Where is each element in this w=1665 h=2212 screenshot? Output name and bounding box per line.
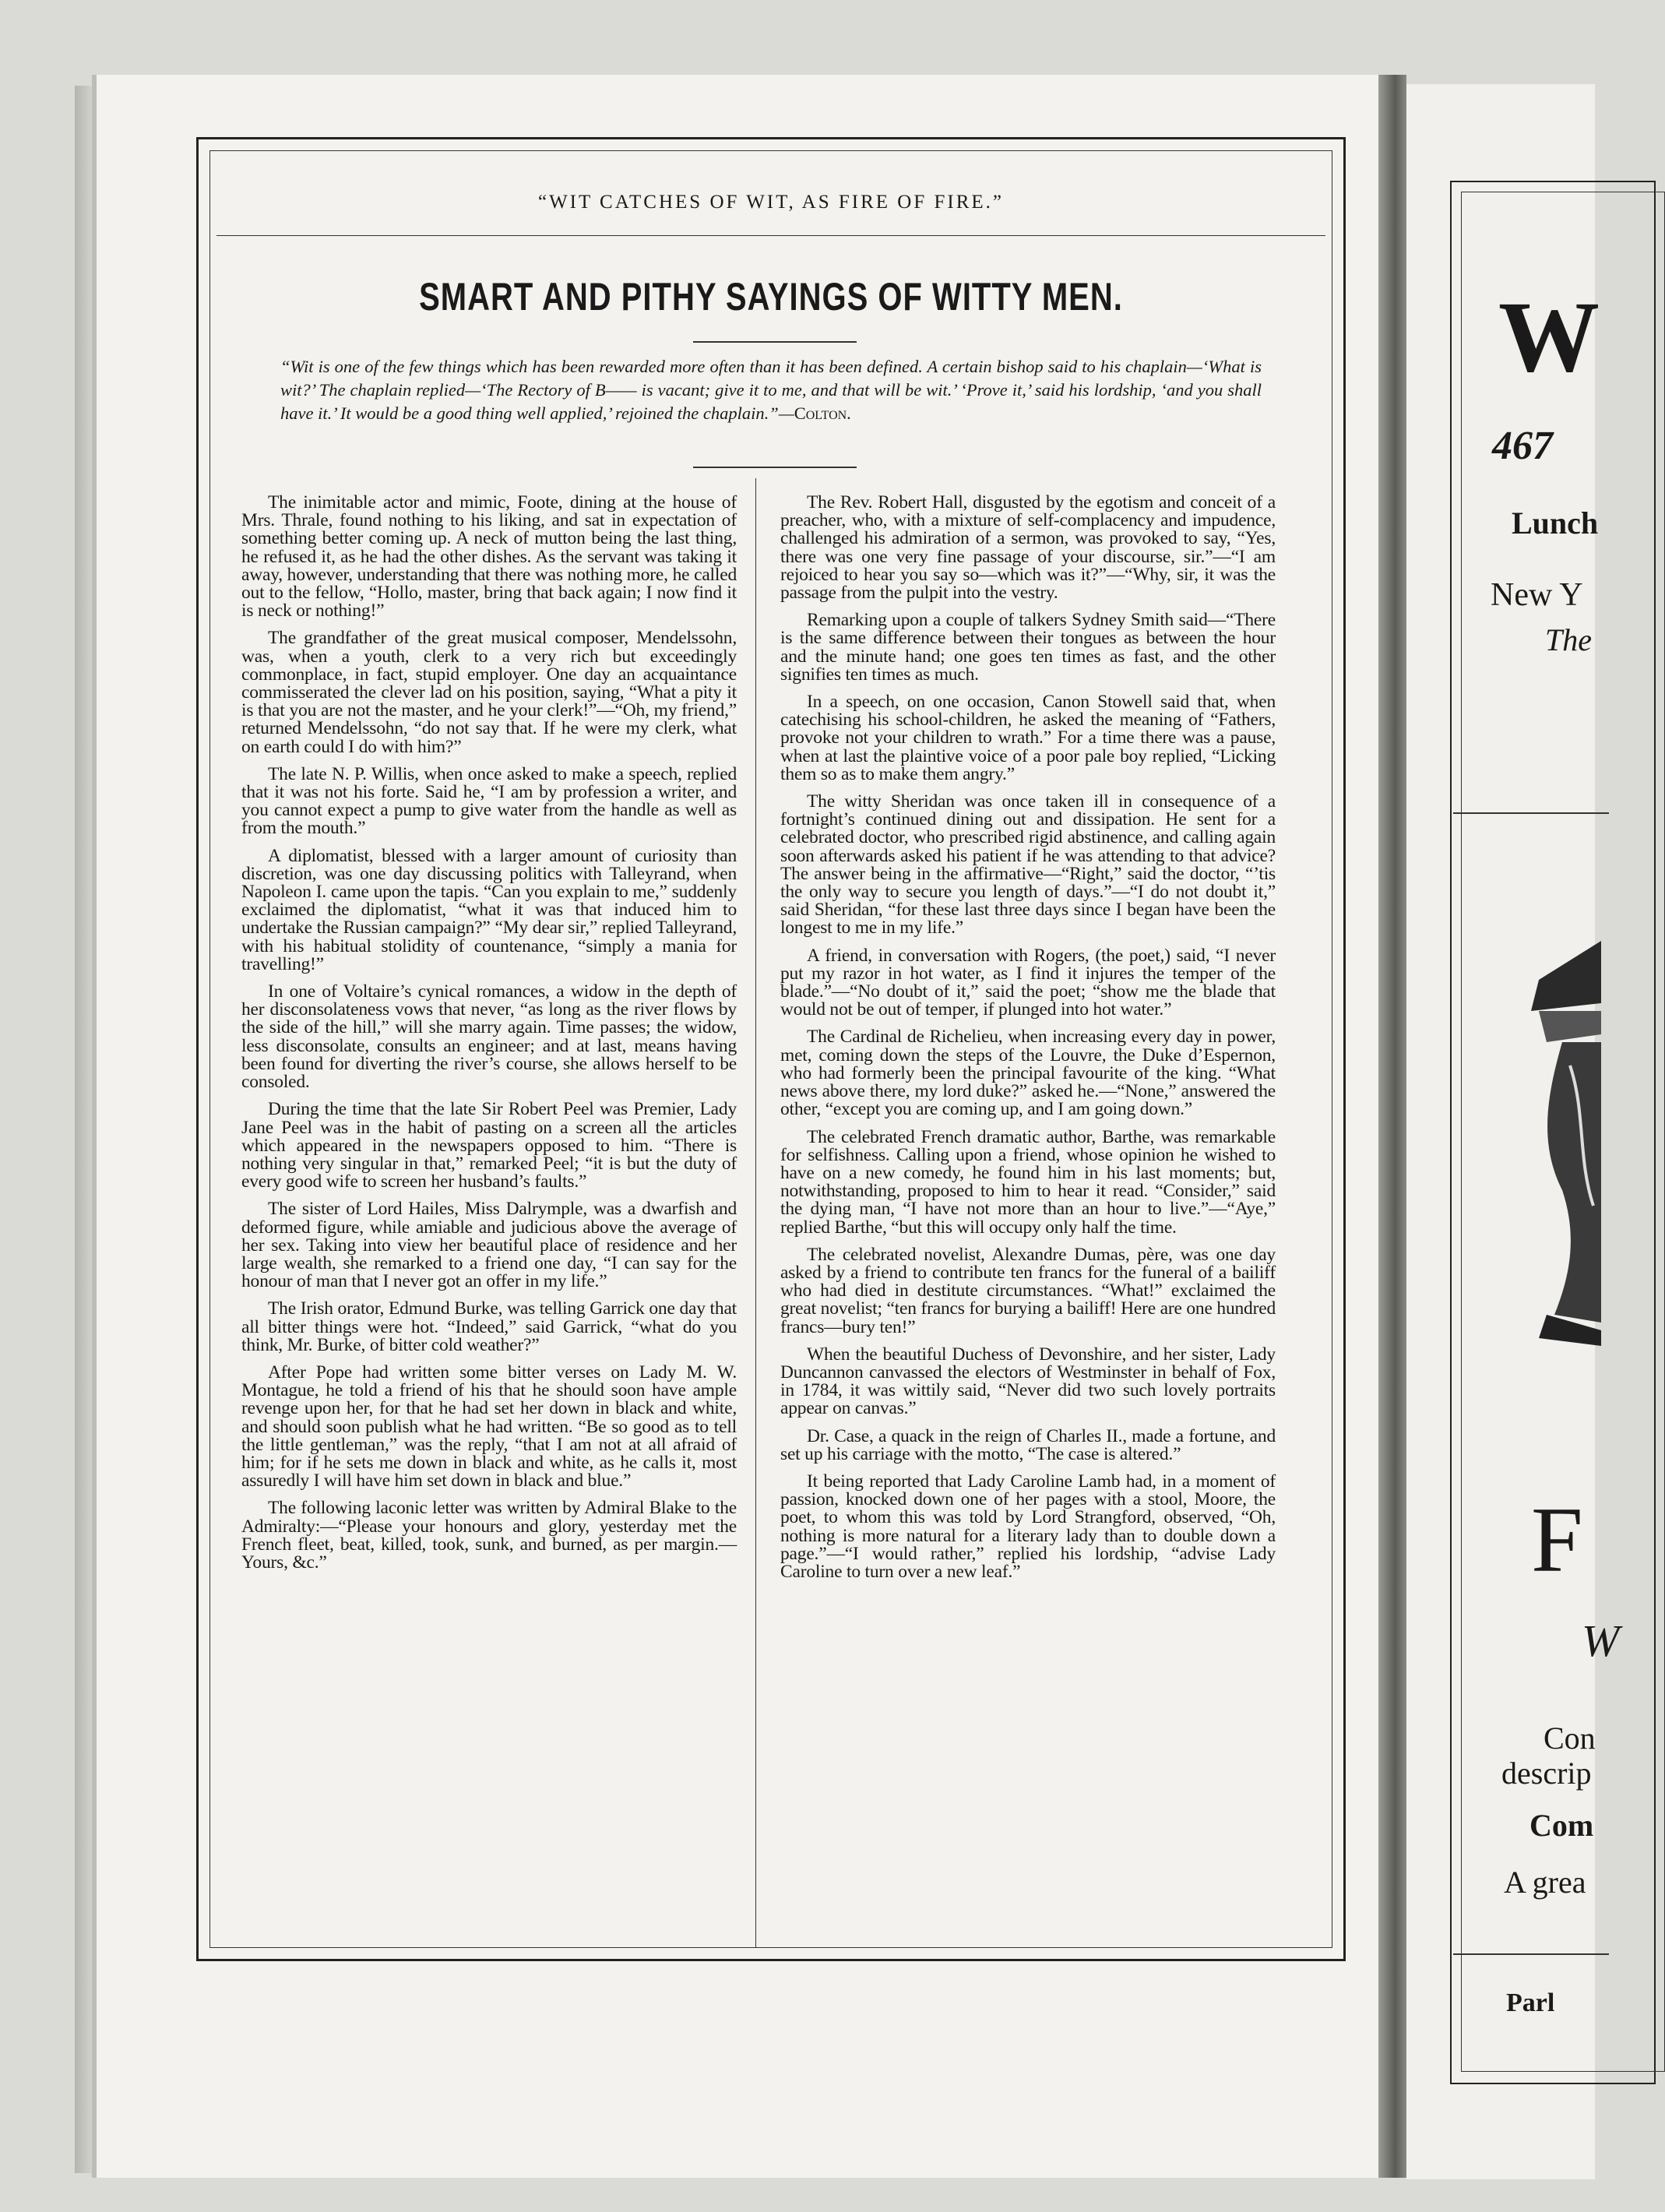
right-column-paragraph: A friend, in conversation with Rogers, (the poet,) said, “I never put my razor in hot water, as I find it injures the temper of the blade.”—“No doubt of it,” said the poet; “show me the blade that would not be out of temper, if plunged into hot water.” xyxy=(780,945,1276,1020)
right-column-paragraph: The Cardinal de Richelieu, when increasing every day in power, met, coming down the steps of the Louvre, the Duke d’Espernon, who had formerly been the principal favourite of the king. “What news above there, my lord duke?” asked he.—“None,” answered the other, “except you are coming up, and I am going down.” xyxy=(780,1027,1276,1120)
facing-line-the: The xyxy=(1545,622,1592,657)
furniture-engraving-icon xyxy=(1515,910,1601,1346)
facing-line-descrip: descrip xyxy=(1501,1756,1592,1791)
facing-line-newy: New Y xyxy=(1491,577,1583,613)
left-column-paragraph: The grandfather of the great musical composer, Mendelssohn, was, when a youth, clerk to a very rich but exceedingly commonplace, in fact, stupid employer. One day an acquaintance commisserated the clever lad on his position, saying, “What a pity it is that you are not the master, and he your clerk!”—“Oh, my friend,” returned Mendelssohn, “do not say that. If he were my clerk, what on earth could I do with him?” xyxy=(241,628,737,757)
motto-rule xyxy=(216,235,1325,236)
left-column-paragraph: The Irish orator, Edmund Burke, was telling Garrick one day that all bitter things were hot. “Indeed,” said Garrick, “what do you think, Mr. Burke, of bitter cold weather?” xyxy=(241,1298,737,1355)
article-frame xyxy=(196,137,1346,1961)
facing-line-agrea: A grea xyxy=(1504,1865,1586,1900)
column-divider xyxy=(755,478,756,1947)
facing-rule-1 xyxy=(1453,812,1609,814)
left-column-paragraph: During the time that the late Sir Robert Peel was Premier, Lady Jane Peel was in the habit of pasting on a screen all the articles which appeared in the newspapers opposed to him. “There is nothing very singular in that,” remarked Peel; “it is but the duty of every good wife to screen her husband’s faults.” xyxy=(241,1099,737,1192)
epigraph-text: “Wit is one of the few things which has been rewarded more often than it has been defined. A certain bishop said to his chaplain—‘What is wit?’ The chaplain replied—‘The Rectory of B—— is vacant; give it to me, and that will be wit.’ ‘Prove it,’ said his lordship, ‘and you shall have it.’ It would be a good thing well applied,’ rejoined the chaplain.”— xyxy=(280,357,1262,423)
book-gutter xyxy=(1378,75,1406,2178)
right-column-paragraph: It being reported that Lady Caroline Lamb had, in a moment of passion, knocked down one of her pages with a stool, Moore, the poet, to whom this was told by Lord Strangford, observed, “Oh, nothing is more natural for a literary lady than to double down a page.”—“I would rather,” replied his lordship, “advise Lady Caroline to turn over a new leaf.” xyxy=(780,1471,1276,1582)
left-column-paragraph: In one of Voltaire’s cynical romances, a widow in the depth of her disconsolateness vows that never, “as long as the river flows by the side of the hill,” will she marry again. Time passes; the widow, less disconsolate, consults an engineer; and at last, means having been found for diverting the river’s course, she allows herself to be consoled. xyxy=(241,981,737,1093)
facing-line-com: Com xyxy=(1529,1808,1594,1843)
left-column-paragraph: The sister of Lord Hailes, Miss Dalrymple, was a dwarfish and deformed figure, while amiable and judicious above the average of her sex. Taking into view her beautiful place of residence and her large wealth, she remarked to a friend one day, “I can say for the honour of man that I never got an offer in my life.” xyxy=(241,1199,737,1292)
left-column-paragraph: The following laconic letter was written by Admiral Blake to the Admiralty:—“Please your honours and glory, yesterday met the French fleet, beat, killed, took, sunk, and burned, as per margin.—Yours, &c.” xyxy=(241,1498,737,1573)
left-column-paragraph: A diplomatist, blessed with a larger amount of curiosity than discretion, was one day discussing politics with Talleyrand, when Napoleon I. came upon the tapis. “Can you explain to me,” suddenly exclaimed the diplomatist, “what it was that induced him to undertake the Russian campaign?” “My dear sir,” replied Talleyrand, with his habitual stolidity of countenance, “simply a mania for travelling!” xyxy=(241,845,737,974)
left-column-paragraph: After Pope had written some bitter verses on Lady M. W. Montague, he told a friend of his that he should soon have ample revenge upon her, for that he had set her down in black and white, and should soon publish what he had written. “Be so good as to tell the little gentleman,” was the reply, “that I am not at all afraid of him; for if he sets me down in black and white, as he calls it, most assuredly I will have him set down in black and blue.” xyxy=(241,1361,737,1492)
facing-line-lunch: Lunch xyxy=(1512,505,1599,541)
title-rule xyxy=(693,341,857,343)
right-column-paragraph: Remarking upon a couple of talkers Sydney Smith said—“There is the same difference between their tongues as between the hour and the minute hand; one goes ten times as fast, and the other signifies ten times as much. xyxy=(780,610,1276,685)
right-column xyxy=(780,494,1276,1590)
right-column-paragraph: The celebrated French dramatic author, Barthe, was remarkable for selfishness. Calling upon a friend, whose opinion he wished to have on a new comedy, he found him in his last moments; but, notwithstanding, proposed to him to hear it read. “Consider,” said the dying man, “I have not more than an hour to live.”—“Aye,” replied Barthe, “but this will occupy only half the time. xyxy=(780,1126,1276,1238)
facing-line-parl: Parl xyxy=(1506,1988,1555,2017)
facing-big-letter-2: F xyxy=(1531,1488,1583,1591)
article-inner-frame xyxy=(209,150,1332,1948)
right-column-paragraph: When the beautiful Duchess of Devonshire, and her sister, Lady Duncannon canvassed the electors of Westminster in behalf of Fox, in 1784, it was wittily said, “Never did two such lovely portraits appear on canvas.” xyxy=(780,1344,1276,1419)
right-column-paragraph: In a speech, on one occasion, Canon Stowell said that, when catechising his school-children, he asked the meaning of “Fathers, provoke not your children to wrath.” For a time there was a pause, when at last the plaintive voice of a poor pale boy replied, “Licking them so as to make them angry.” xyxy=(780,692,1276,784)
left-column xyxy=(241,494,737,1581)
right-column-paragraph: The celebrated novelist, Alexandre Dumas, père, was one day asked by a friend to contribute ten francs for the funeral of a bailiff who had died in destitute circumstances. “What!” exclaimed the great novelist; “ten francs for burying a bailiff! Here are one hundred francs—bury ten!” xyxy=(780,1244,1276,1337)
epigraph-rule xyxy=(693,467,857,468)
right-column-paragraph: The witty Sheridan was once taken ill in consequence of a fortnight’s continued dining out and dissipation. He sent for a celebrated doctor, who prescribed rigid abstinence, and calling again soon afterwards asked his patient if he was attending to that advice? The answer being in the affirmative—“Right,” said the doctor, “’tis the only way to secure you length of days.”—“I do not doubt it,” said Sheridan, “for these last three days since I began have been the longest to me in my life.” xyxy=(780,791,1276,939)
right-column-paragraph: The Rev. Robert Hall, disgusted by the egotism and conceit of a preacher, who, with a mixture of self-complacency and impudence, challenged his admiration of a sermon, was provoked to say, “Yes, there was one very fine passage of your discourse, sir.”—“I am rejoiced to hear you say so—which was it?”—“Why, sir, it was the passage from the pulpit into the vestry. xyxy=(780,492,1276,604)
facing-line-con: Con xyxy=(1544,1721,1596,1756)
facing-rule-2 xyxy=(1453,1953,1609,1955)
facing-address: 467 xyxy=(1492,424,1553,468)
motto: “WIT CATCHES OF WIT, AS FIRE OF FIRE.” xyxy=(537,192,1005,213)
page-title: SMART AND PITHY SAYINGS OF WITTY MEN. xyxy=(419,276,1123,319)
right-column-paragraph: Dr. Case, a quack in the reign of Charles II., made a fortune, and set up his carriage with the motto, “The case is altered.” xyxy=(780,1425,1276,1464)
facing-line-w: W xyxy=(1582,1615,1620,1666)
epigraph xyxy=(280,355,1262,425)
left-column-paragraph: The late N. P. Willis, when once asked to make a speech, replied that it was not his forte. Said he, “I am by profession a writer, and you cannot expect a pump to give water from the handle as well as from the mouth.” xyxy=(241,763,737,839)
left-column-paragraph: The inimitable actor and mimic, Foote, dining at the house of Mrs. Thrale, found nothing to his liking, and sat in expectation of something better coming up. A neck of mutton being the last thing, he refused it, as he had the other dishes. As the servant was taking it away, however, understanding that there was nothing more, he called out to the fellow, “Hollo, master, bring that back again; I now find it is neck or nothing!” xyxy=(241,492,737,622)
page-edge xyxy=(75,86,93,2173)
facing-page xyxy=(1406,84,1620,2179)
epigraph-attribution: Colton. xyxy=(794,403,851,423)
facing-big-letter: W xyxy=(1498,281,1600,393)
